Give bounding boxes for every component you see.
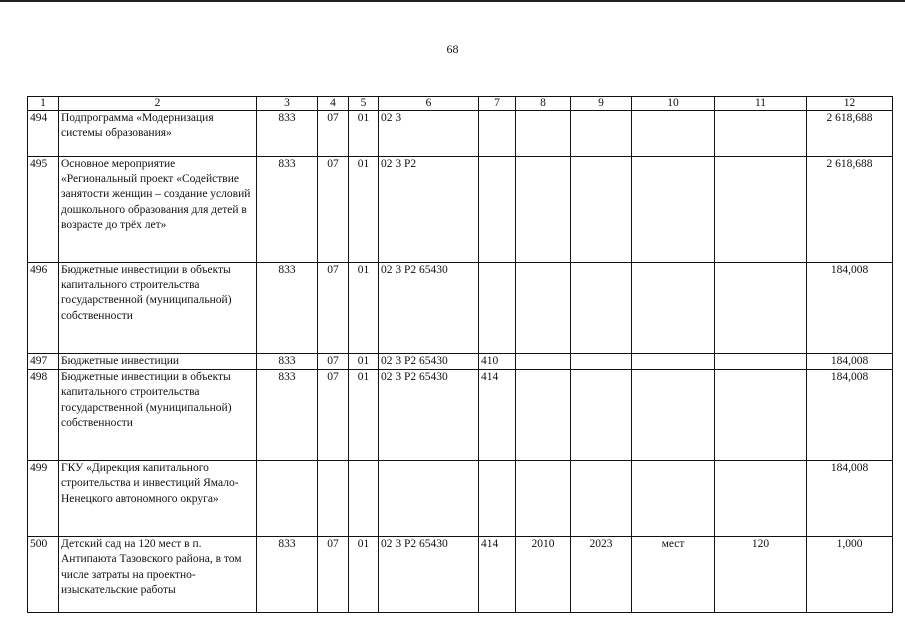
cell-c3: 833 [257, 111, 318, 157]
cell-c5: 01 [349, 111, 379, 157]
cell-c12: 184,008 [807, 461, 893, 537]
cell-c8 [516, 111, 571, 157]
cell-c3: 833 [257, 263, 318, 354]
cell-c7 [479, 111, 516, 157]
cell-c11 [715, 157, 807, 263]
cell-c8: 2010 [516, 537, 571, 613]
column-header: 9 [571, 97, 632, 111]
cell-c10: мест [632, 537, 715, 613]
cell-c10 [632, 370, 715, 461]
cell-c8 [516, 370, 571, 461]
cell-c12: 184,008 [807, 354, 893, 370]
row-number: 498 [28, 370, 59, 461]
cell-c10 [632, 157, 715, 263]
cell-c9 [571, 157, 632, 263]
cell-c6: 02 3 P2 65430 [379, 370, 479, 461]
cell-c5: 01 [349, 354, 379, 370]
cell-c9 [571, 461, 632, 537]
cell-c6: 02 3 [379, 111, 479, 157]
cell-c3: 833 [257, 370, 318, 461]
cell-c11: 120 [715, 537, 807, 613]
column-header: 4 [318, 97, 349, 111]
cell-c6 [379, 461, 479, 537]
cell-c5: 01 [349, 370, 379, 461]
table-row [28, 370, 893, 461]
budget-table [27, 96, 893, 613]
cell-c7: 414 [479, 537, 516, 613]
cell-c9 [571, 111, 632, 157]
column-header: 10 [632, 97, 715, 111]
cell-c10 [632, 461, 715, 537]
cell-c4: 07 [318, 370, 349, 461]
cell-c12: 1,000 [807, 537, 893, 613]
column-header: 7 [479, 97, 516, 111]
cell-c3 [257, 461, 318, 537]
column-header: 3 [257, 97, 318, 111]
column-header: 1 [28, 97, 59, 111]
table-row [28, 461, 893, 537]
cell-c7: 414 [479, 370, 516, 461]
cell-c11 [715, 111, 807, 157]
column-header: 6 [379, 97, 479, 111]
cell-c9: 2023 [571, 537, 632, 613]
cell-c6: 02 3 P2 65430 [379, 537, 479, 613]
cell-c4: 07 [318, 263, 349, 354]
row-number: 500 [28, 537, 59, 613]
cell-c12: 184,008 [807, 263, 893, 354]
header-row [28, 97, 893, 111]
cell-c8 [516, 461, 571, 537]
cell-c4: 07 [318, 157, 349, 263]
cell-c10 [632, 263, 715, 354]
cell-c5: 01 [349, 263, 379, 354]
cell-c4 [318, 461, 349, 537]
table-row [28, 354, 893, 370]
cell-c9 [571, 370, 632, 461]
cell-c11 [715, 461, 807, 537]
row-number: 499 [28, 461, 59, 537]
top-edge-rule [0, 0, 905, 2]
cell-c8 [516, 354, 571, 370]
row-number: 495 [28, 157, 59, 263]
cell-c5 [349, 461, 379, 537]
row-number: 496 [28, 263, 59, 354]
column-header: 8 [516, 97, 571, 111]
cell-c4: 07 [318, 354, 349, 370]
row-name: Основное мероприятие «Региональный проект «Содействие занятости женщин – создание условий дошкольного образования для детей в возрасте до трёх лет» [59, 157, 257, 263]
row-name: Бюджетные инвестиции в объекты капитального строительства государственной (муниципальной) собственности [59, 370, 257, 461]
table-row [28, 263, 893, 354]
table-row [28, 111, 893, 157]
row-name: Бюджетные инвестиции в объекты капитального строительства государственной (муниципальной) собственности [59, 263, 257, 354]
column-header: 2 [59, 97, 257, 111]
table-row [28, 537, 893, 613]
row-number: 494 [28, 111, 59, 157]
cell-c4: 07 [318, 111, 349, 157]
cell-c9 [571, 354, 632, 370]
cell-c11 [715, 354, 807, 370]
cell-c6: 02 3 P2 [379, 157, 479, 263]
cell-c10 [632, 354, 715, 370]
cell-c3: 833 [257, 354, 318, 370]
column-header: 11 [715, 97, 807, 111]
page-number: 68 [446, 42, 459, 56]
cell-c11 [715, 263, 807, 354]
cell-c6: 02 3 P2 65430 [379, 354, 479, 370]
cell-c3: 833 [257, 157, 318, 263]
cell-c8 [516, 263, 571, 354]
cell-c5: 01 [349, 537, 379, 613]
cell-c12: 184,008 [807, 370, 893, 461]
cell-c6: 02 3 P2 65430 [379, 263, 479, 354]
cell-c10 [632, 111, 715, 157]
row-name: Подпрограмма «Модернизация системы образования» [59, 111, 257, 157]
column-header: 5 [349, 97, 379, 111]
row-name: ГКУ «Дирекция капитального строительства и инвестиций Ямало-Ненецкого автономного округа» [59, 461, 257, 537]
table-row [28, 157, 893, 263]
cell-c5: 01 [349, 157, 379, 263]
cell-c7 [479, 157, 516, 263]
cell-c9 [571, 263, 632, 354]
row-name: Бюджетные инвестиции [59, 354, 257, 370]
cell-c7: 410 [479, 354, 516, 370]
cell-c11 [715, 370, 807, 461]
row-number: 497 [28, 354, 59, 370]
cell-c12: 2 618,688 [807, 157, 893, 263]
row-name: Детский сад на 120 мест в п. Антипаюта Тазовского района, в том числе затраты на проектно-изыскательские работы [59, 537, 257, 613]
cell-c7 [479, 263, 516, 354]
cell-c4: 07 [318, 537, 349, 613]
cell-c3: 833 [257, 537, 318, 613]
cell-c12: 2 618,688 [807, 111, 893, 157]
column-header: 12 [807, 97, 893, 111]
cell-c8 [516, 157, 571, 263]
cell-c7 [479, 461, 516, 537]
